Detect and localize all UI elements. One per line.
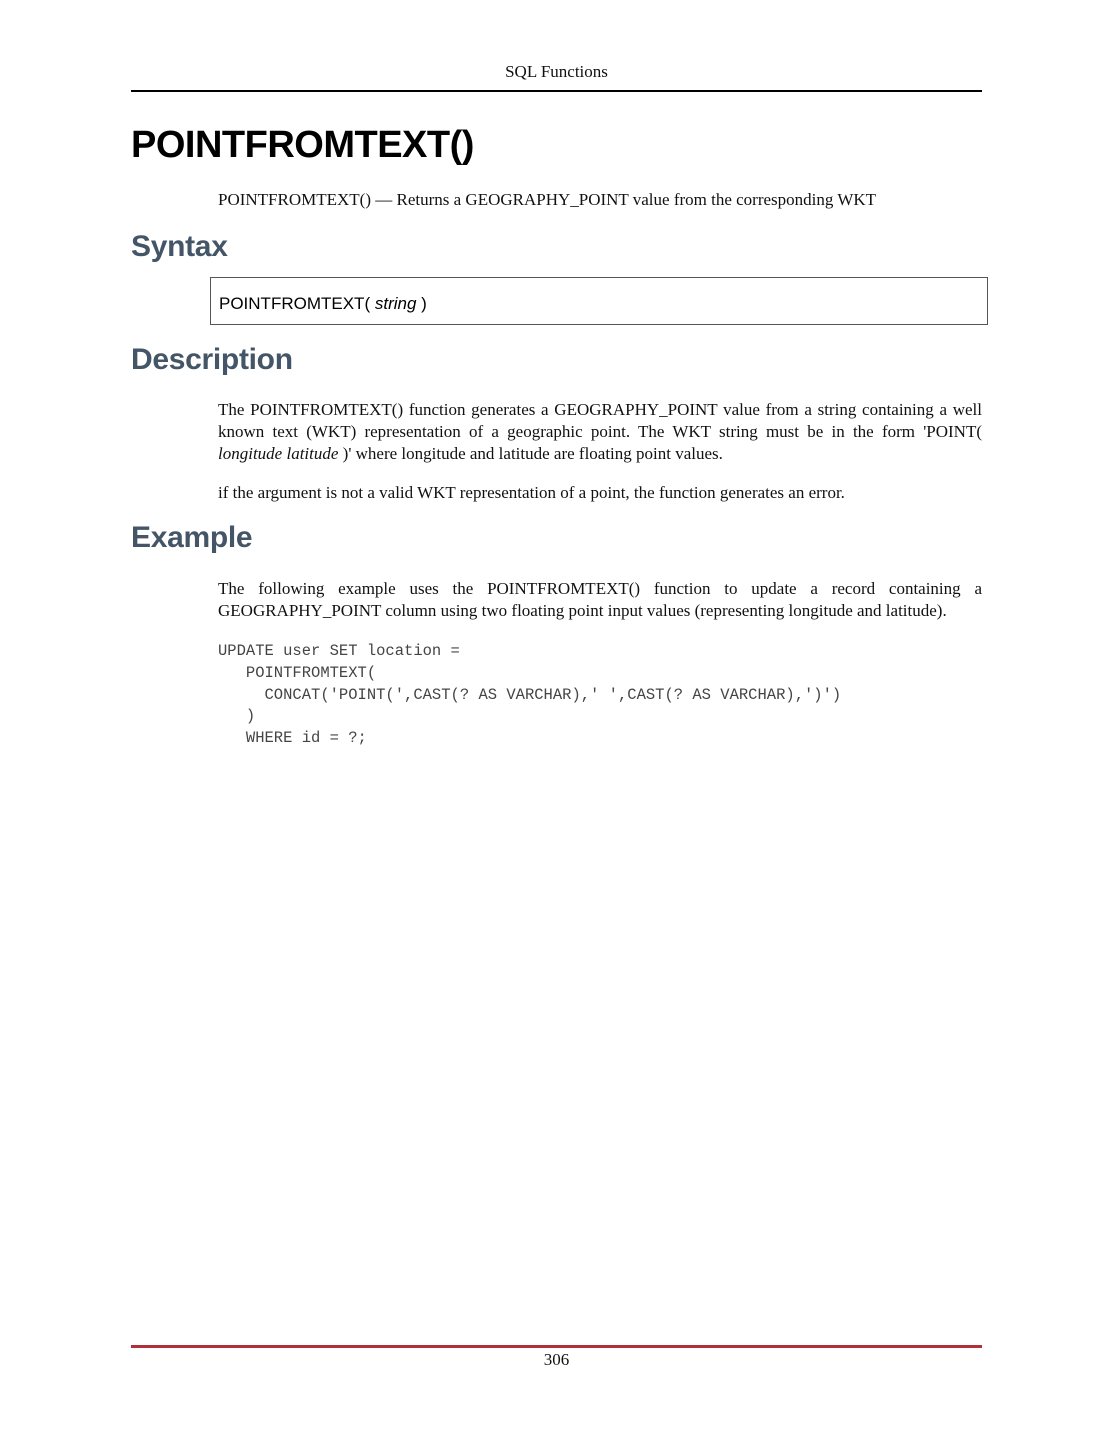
running-header: SQL Functions [505, 62, 608, 81]
page-number: 306 [543, 1350, 570, 1369]
example-paragraph: The following example uses the POINTFROMTEXT() function to update a record containing a GEOGRAPHY_POINT column using two floating point input values (representing longitude and latitude). [218, 579, 982, 620]
example-code-block: UPDATE user SET location = POINTFROMTEXT( CONCAT('POINT(',CAST(? AS VARCHAR),' ',CAST(? AS VARCHAR),')') ) WHERE id = ?; [218, 642, 842, 748]
function-purpose: POINTFROMTEXT() — Returns a GEOGRAPHY_POINT value from the corresponding WKT [218, 190, 877, 209]
description-tail: )' where longitude and latitude are floating point values. [342, 444, 723, 463]
description-lead: The POINTFROMTEXT() function generates a GEOGRAPHY_POINT value from a string containing a well known text (WKT) representation of a geographic point. The WKT string must be in the form 'POINT( [218, 400, 982, 441]
description-args: longitude latitude [218, 444, 339, 463]
syntax-signature [219, 294, 427, 314]
description-heading: Description [131, 343, 293, 376]
syntax-heading: Syntax [131, 230, 228, 263]
example-heading: Example [131, 521, 253, 554]
syntax-closing: ) [421, 294, 427, 313]
footer-rule [131, 1345, 982, 1348]
description-paragraph-1 [218, 399, 982, 465]
syntax-argument: string [374, 294, 417, 313]
page-title: POINTFROMTEXT() [131, 124, 474, 166]
description-paragraph-2: if the argument is not a valid WKT representation of a point, the function generates an error. [218, 483, 845, 502]
syntax-box [210, 277, 988, 325]
syntax-function-name: POINTFROMTEXT( [219, 294, 371, 313]
header-rule [131, 90, 982, 92]
